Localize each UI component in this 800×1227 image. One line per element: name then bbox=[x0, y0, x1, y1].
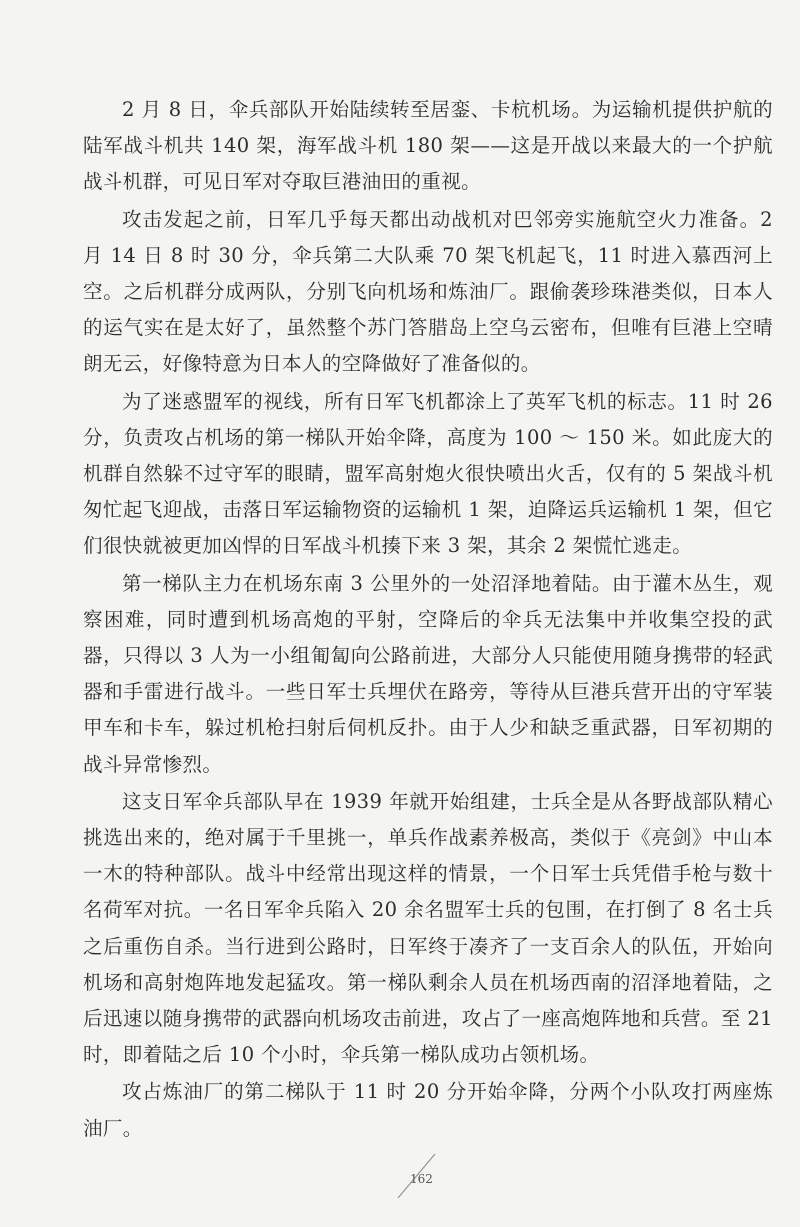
paragraph-1: 2 月 8 日，伞兵部队开始陆续转至居銮、卡杭机场。为运输机提供护航的陆军战斗机共 140 架，海军战斗机 180 架——这是开战以来最大的一个护航战斗机群，可见日军对夺取巨港油田的重视。 bbox=[83, 98, 773, 194]
paragraph-6: 攻占炼油厂的第二梯队于 11 时 20 分开始伞降，分两个小队攻打两座炼油厂。 bbox=[83, 1080, 773, 1140]
paragraph-4: 第一梯队主力在机场东南 3 公里外的一处沼泽地着陆。由于灌木丛生，观察困难，同时遭到机场高炮的平射，空降后的伞兵无法集中并收集空投的武器，只得以 3 人为一小组匍匐向公路前进，大部分人只能使用随身携带的轻武器和手雷进行战斗。一些日军士兵埋伏在路旁，等待从巨港兵营开出的守军装甲车和卡车，躲过机枪扫射后伺机反扑。由于人少和缺乏重武器，日军初期的战斗异常惨烈。 bbox=[83, 571, 773, 776]
paragraph-5: 这支日军伞兵部队早在 1939 年就开始组建，士兵全是从各野战部队精心挑选出来的，绝对属于千里挑一，单兵作战素养极高，类似于《亮剑》中山本一木的特种部队。战斗中经常出现这样的情景，一个日军士兵凭借手枪与数十名荷军对抗。一名日军伞兵陷入 20 余名盟军士兵的包围，在打倒了 8 名士兵之后重伤自杀。当行进到公路时，日军终于凑齐了一支百余人的队伍，开始向机场和高射炮阵地发起猛攻。第一梯队剩余人员在机场西南的沼泽地着陆，之后迅速以随身携带的武器向机场攻击前进，攻占了一座高炮阵地和兵营。至 21 时，即着陆之后 10 个小时，伞兵第一梯队成功占领机场。 bbox=[83, 789, 773, 1067]
body-text bbox=[83, 92, 773, 1147]
paragraph-2: 攻击发起之前，日军几乎每天都出动战机对巴邻旁实施航空火力准备。2 月 14 日 8 时 30 分，伞兵第二大队乘 70 架飞机起飞，11 时进入慕西河上空。之后机群分成两队，分别飞向机场和炼油厂。跟偷袭珍珠港类似，日本人的运气实在是太好了，虽然整个苏门答腊岛上空乌云密布，但唯有巨港上空晴朗无云，好像特意为日本人的空降做好了准备似的。 bbox=[83, 207, 773, 376]
paragraph-3: 为了迷惑盟军的视线，所有日军飞机都涂上了英军飞机的标志。11 时 26 分，负责攻占机场的第一梯队开始伞降，高度为 100 ～ 150 米。如此庞大的机群自然躲不过守军的眼睛，盟军高射炮火很快喷出火舌，仅有的 5 架战斗机匆忙起飞迎战，击落日军运输物资的运输机 1 架，迫降运兵运输机 1 架，但它们很快就被更加凶悍的日军战斗机揍下来 3 架，其余 2 架慌忙逃走。 bbox=[83, 389, 773, 558]
page-number: 162 bbox=[410, 1172, 433, 1186]
page-footer bbox=[380, 1148, 470, 1208]
